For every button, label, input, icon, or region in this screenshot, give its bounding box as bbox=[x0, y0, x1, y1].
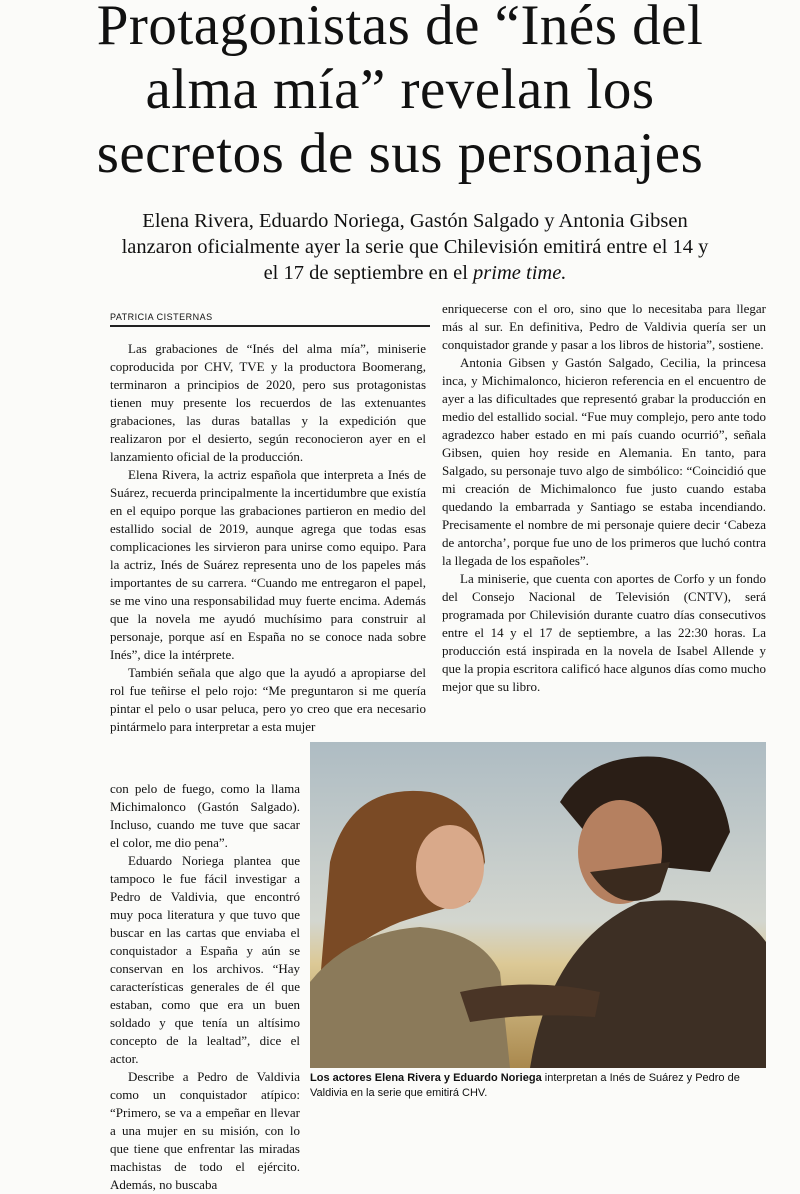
byline: PATRICIA CISTERNAS bbox=[110, 312, 430, 327]
paragraph: Elena Rivera, la actriz española que interpreta a Inés de Suárez, recuerda principalmente la incertidumbre que existía en el equipo porque las grabaciones partieron en medio del estallido social de 2019, aunque agrega que todas esas complicaciones les sirvieron para unirse como equipo. Para la actriz, Inés de Suárez representa uno de los papeles más importantes de su carrera. “Cuando me entregaron el papel, se me vino una responsabilidad muy fuerte encima. Además que la novela me ayudó muchísimo para construir al personaje, porque así en España no se conoce nada sobre Inés”, dice la intérprete. bbox=[110, 467, 426, 662]
caption-bold: Los actores Elena Rivera y Eduardo Noriega bbox=[310, 1072, 542, 1084]
paragraph: Eduardo Noriega plantea que tampoco le fue fácil investigar a Pedro de Valdivia, que encontró muy poca literatura y que tuvo que buscar en las cartas que enviaba el conquistador a España y aún se conservan en los archivos. “Hay características generales de él que estaban, como que era un buen soldado y que tenía un altísimo concepto de la lealtad”, dice el actor. bbox=[110, 853, 300, 1066]
subheadline bbox=[120, 208, 710, 286]
paragraph: Las grabaciones de “Inés del alma mía”, miniserie coproducida por CHV, TVE y la productora Boomerang, terminaron a principios de 2020, pero sus protagonistas tienen muy presente los recuerdos de las extenuantes grabaciones, las duras batallas y la expedición que realizaron por el desierto, según reconocieron ayer en el lanzamiento oficial de la producción. bbox=[110, 341, 426, 464]
body-column-2 bbox=[442, 300, 766, 696]
photo-caption bbox=[310, 1071, 770, 1101]
body-column-1 bbox=[110, 340, 426, 736]
headline: Protagonistas de “Inés del alma mía” revelan los secretos de sus personajes bbox=[96, 0, 704, 185]
subhead-italic: prime time. bbox=[473, 262, 567, 284]
paragraph: Antonia Gibsen y Gastón Salgado, Cecilia, la princesa inca, y Michimalonco, hicieron referencia en el encuentro de ayer a las dificultades que representó grabar la producción en medio del estallido social. “Fue muy complejo, pero ante todo agradezco haber estado en mi país cuando ocurrió”, señala Gibsen, quien hoy reside en Alemania. En tanto, para Salgado, su personaje tuvo algo de simbólico: “Coincidió que mi creación de Michimalonco fue justo cuando estaba quedando la embarrada y Santiago se estaba incendiando. Precisamente el nombre de mi personaje quiere decir ‘Cabeza de antorcha’, porque fue uno de los primeros que luchó contra la llegada de los españoles”. bbox=[442, 355, 766, 568]
photo-scene bbox=[310, 742, 766, 1068]
paragraph: enriquecerse con el oro, sino que lo necesitaba para llegar más al sur. En definitiva, Pedro de Valdivia quería ser un conquistador grande y pasar a los libros de historia”, sostiene. bbox=[442, 301, 766, 352]
paragraph: También señala que algo que la ayudó a apropiarse del rol fue teñirse el pelo rojo: “Me preguntaron si me quería pintar el pelo o usar peluca, pero yo creo que era necesario pintármelo para interpretar a esta mujer bbox=[110, 665, 426, 734]
subhead-text: Elena Rivera, Eduardo Noriega, Gastón Salgado y Antonia Gibsen lanzaron oficialmente ayer la serie que Chilevisión emitirá entre el 14 y el 17 de septiembre en el bbox=[121, 210, 709, 284]
paragraph: La miniserie, que cuenta con aportes de Corfo y un fondo del Consejo Nacional de Televisión (CNTV), será programada por Chilevisión durante cuatro días consecutivos entre el 14 y el 17 de septiembre, a las 22:30 horas. La producción está inspirada en la novela de Isabel Allende y que la propia escritora calificó hace algunos días como mucho mejor que su libro. bbox=[442, 571, 766, 694]
caption-text: interpretan a Inés de Suárez y Pedro de Valdivia en la serie que emitirá CHV. bbox=[310, 1072, 740, 1099]
paragraph: Describe a Pedro de Valdivia como un conquistador atípico: “Primero, se va a empeñar en llevar a una mujer en su misión, con lo que tiene que enfrentar las miradas machistas de todo el ejército. Además, no buscaba bbox=[110, 1069, 300, 1192]
article-photo bbox=[310, 742, 766, 1068]
paragraph: con pelo de fuego, como la llama Michimalonco (Gastón Salgado). Incluso, cuando me tuve que sacar el color, me dio pena”. bbox=[110, 781, 300, 850]
